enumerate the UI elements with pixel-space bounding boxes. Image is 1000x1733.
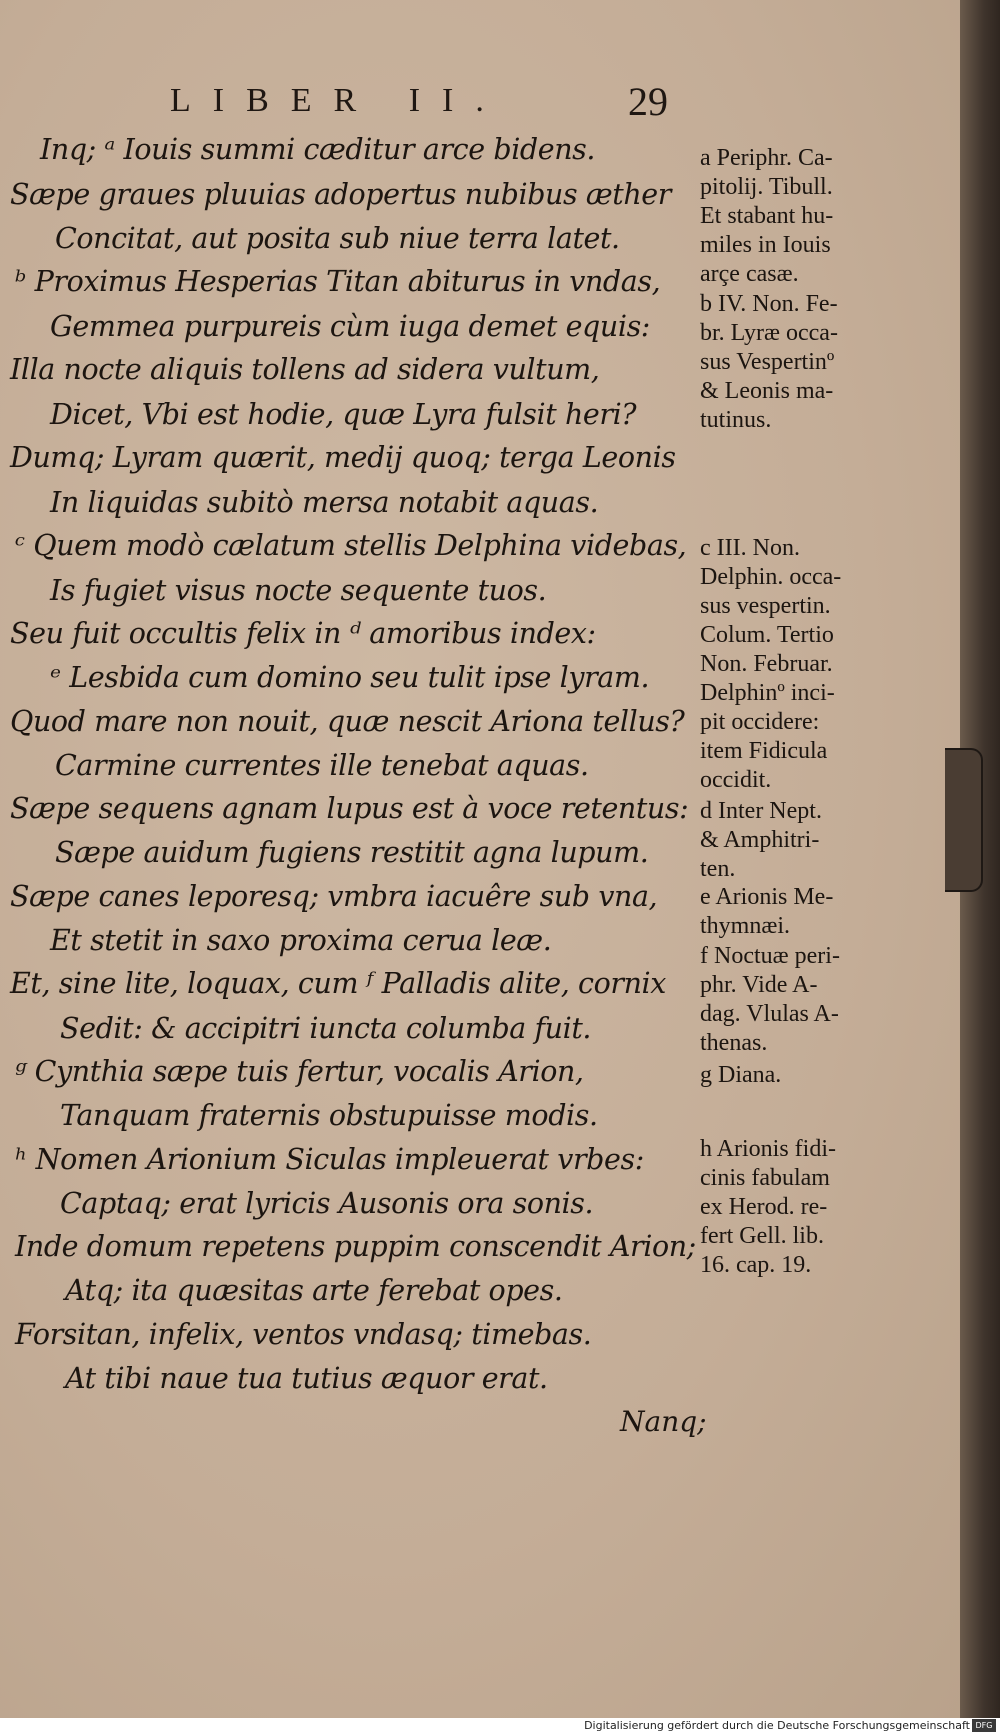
margin-note-g: g Diana. xyxy=(700,1062,782,1088)
verse-line: Sæpe canes leporesq; vmbra iacuêre sub vna, xyxy=(10,880,658,913)
verse-line: ᵍ Cynthia sæpe tuis fertur, vocalis Arion, xyxy=(15,1055,584,1088)
verse-line: ᶜ Quem modò cælatum stellis Delphina videbas, xyxy=(15,529,687,562)
margin-note-c: c III. Non. Delphin. occa- sus vespertin. Colum. Tertio Non. Februar. Delphinº inci- pit occidere: item Fidicula occidit. xyxy=(700,535,842,793)
verse-line: Sæpe graues pluuias adopertus nubibus æther xyxy=(10,178,671,211)
margin-note-e: e Arionis Me- thymnæi. xyxy=(700,884,834,939)
dfg-logo: DFG xyxy=(972,1719,996,1732)
verse-line: In liquidas subitò mersa notabit aquas. xyxy=(50,486,599,519)
verse-line: Et, sine lite, loquax, cum ᶠ Palladis alite, cornix xyxy=(10,967,666,1000)
margin-note-f: f Noctuæ peri- phr. Vide A- dag. Vlulas A- thenas. xyxy=(700,943,840,1056)
margin-note-a: a Periphr. Ca- pitolij. Tibull. Et stabant hu- miles in Iouis arçe casæ. xyxy=(700,145,834,287)
margin-note-h: h Arionis fidi- cinis fabulam ex Herod. re- fert Gell. lib. 16. cap. 19. xyxy=(700,1136,836,1278)
bookmark-tab xyxy=(945,748,983,892)
catchword: Nanq; xyxy=(620,1405,707,1438)
verse-line: Atq; ita quæsitas arte ferebat opes. xyxy=(65,1274,563,1307)
verse-line: At tibi naue tua tutius æquor erat. xyxy=(65,1362,548,1395)
running-title: LIBER II. xyxy=(170,82,506,119)
verse-line: Tanquam fraternis obstupuisse modis. xyxy=(60,1099,598,1132)
verse-line: ᵇ Proximus Hesperias Titan abiturus in vndas, xyxy=(15,265,661,298)
verse-line: Seu fuit occultis felix in ᵈ amoribus index: xyxy=(10,617,596,650)
page-number: 29 xyxy=(628,79,668,124)
verse-line: Carmine currentes ille tenebat aquas. xyxy=(55,749,589,782)
verse-line: ʰ Nomen Arionium Siculas impleuerat vrbes: xyxy=(15,1143,644,1176)
verse-line: Concitat, aut posita sub niue terra latet. xyxy=(55,222,620,255)
verse-line: Sæpe sequens agnam lupus est à voce retentus: xyxy=(10,792,689,825)
verse-line: Gemmea purpureis cùm iuga demet equis: xyxy=(50,310,650,343)
verse-line: Dumq; Lyram quærit, medij quoq; terga Leonis xyxy=(10,441,676,474)
verse-line: Inq; ᵃ Iouis summi cæditur arce bidens. xyxy=(40,133,596,166)
verse-line: Captaq; erat lyricis Ausonis ora sonis. xyxy=(60,1187,594,1220)
verse-line: Is fugiet visus nocte sequente tuos. xyxy=(50,574,547,607)
verse-line: Forsitan, infelix, ventos vndasq; timebas. xyxy=(15,1318,592,1351)
verse-line: Quod mare non nouit, quæ nescit Ariona tellus? xyxy=(10,705,685,738)
verse-line: Inde domum repetens puppim conscendit Arion; xyxy=(15,1230,696,1263)
margin-note-d: d Inter Nept. & Amphitri- ten. xyxy=(700,798,822,882)
verse-line: ᵉ Lesbida cum domino seu tulit ipse lyram. xyxy=(50,661,650,694)
verse-line: Sedit: & accipitri iuncta columba fuit. xyxy=(60,1012,592,1045)
verse-line: Sæpe auidum fugiens restitit agna lupum. xyxy=(55,836,649,869)
verse-line: Et stetit in saxo proxima cerua leæ. xyxy=(50,924,552,957)
verse-line: Illa nocte aliquis tollens ad sidera vultum, xyxy=(10,353,600,386)
digitization-credit: Digitalisierung gefördert durch die Deutsche Forschungsgemeinschaft xyxy=(584,1719,970,1732)
verse-line: Dicet, Vbi est hodie, quæ Lyra fulsit heri? xyxy=(50,398,637,431)
margin-note-b: b IV. Non. Fe- br. Lyræ occa- sus Vespertinº & Leonis ma- tutinus. xyxy=(700,291,838,433)
